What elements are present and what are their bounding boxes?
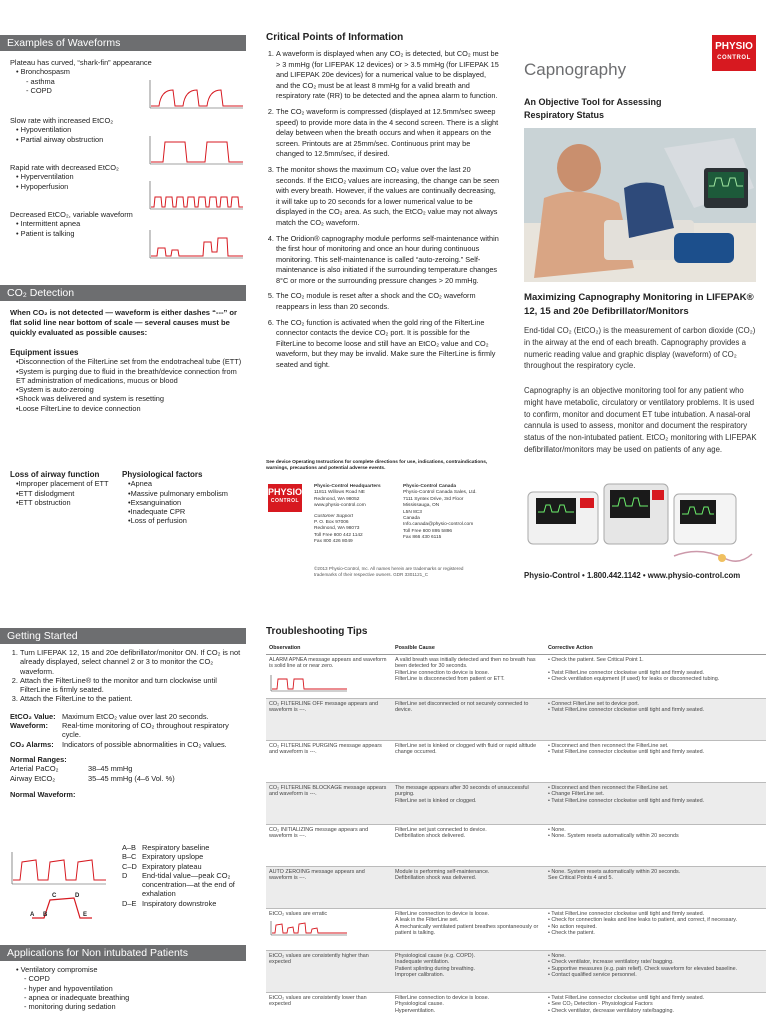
legend-row — [122, 843, 250, 852]
getting-started-header: Getting Started — [0, 628, 246, 644]
cell-observation — [266, 654, 392, 698]
cell-observation: CO₂ FILTERLINE BLOCKAGE message appears and waveform is ---. — [266, 782, 392, 824]
example-item: • Partial airway obstruction — [16, 134, 104, 144]
applications-header: Applications for Non intubated Patients — [0, 945, 246, 961]
definition — [10, 721, 242, 740]
cell-action: • Twist FilterLine connector clockwise until tight and firmly seated. • See CO₂ Detection - Physiological Factors • Check ventilator, decrease ventilatory rate/bagging. — [545, 992, 766, 1016]
equipment-title: Equipment issues — [10, 348, 79, 357]
hq-line: Toll Free 800 442 1142 — [314, 532, 363, 538]
physio-block — [122, 470, 237, 526]
cell-cause: FilterLine connection to device is loose. Physiological cause. Hyperventilation. — [392, 992, 545, 1016]
hq-line: P. O. Box 97006 — [314, 520, 349, 526]
critical-point: 6. The CO₂ function is activated when the gold ring of the FilterLine connector contacts the device CO₂ port. It is possible for the FilterLine to become loose and still have an EtCO₂ value and CO₂ waveform, but they may be invalid. Make sure the FilterLine is firmly seated and tight. — [276, 318, 500, 371]
logo-line1: PHYSIO — [715, 41, 753, 52]
cell-action: • None. • None. System resets automatically within 20 seconds — [545, 824, 766, 866]
waveform-legend — [122, 843, 250, 908]
normal-range-row — [10, 774, 242, 783]
applications-list — [16, 965, 241, 1011]
physio-control-logo — [712, 35, 756, 71]
cell-cause: FilterLine connection to device is loose. A leak in the FilterLine set. A mechanically ventilated patient breathes spontaneously or patient is talking. — [392, 908, 545, 950]
cell-text: EtCO₂ values are erratic — [269, 910, 328, 917]
legend-row — [122, 899, 250, 908]
cell-action: • None. System resets automatically within 20 seconds. See Critical Points 4 and 5. — [545, 866, 766, 908]
physio-item: • Massive pulmonary embolism — [128, 489, 237, 498]
ca-line: Mississauga, ON — [403, 503, 440, 509]
cell-action: • Check the patient. See Critical Point 1. • Twist FilterLine connector clockwise until tight and firmly seated. • Check ventilation equipment (if used) for leaks or disconnected tubing. — [545, 654, 766, 698]
headquarters-address — [314, 484, 399, 546]
legend-key: C–D — [122, 861, 137, 871]
document-subtitle: An Objective Tool for Assessing Respiratory Status — [524, 97, 662, 120]
hq-line: Fax 800 426 8049 — [314, 539, 353, 545]
example-title: Decreased EtCO₂, variable waveform — [10, 210, 133, 219]
physio-title: Physiological factors — [122, 470, 203, 479]
airway-item: • ETT obstruction — [16, 498, 122, 507]
application-item: - apnea or inadequate breathing — [24, 992, 130, 1002]
erratic-waveform — [269, 919, 349, 937]
logo-line2: CONTROL — [270, 498, 300, 504]
normal-waveform-diagram — [28, 892, 108, 926]
wave-label-c: C — [52, 893, 57, 899]
cell-observation: CO₂ FILTERLINE PURGING message appears and waveform is ---. — [266, 740, 392, 782]
table-row — [266, 654, 766, 698]
legend-value: End-tidal value—peak CO₂ concentration—at the end of exhalation — [142, 870, 235, 899]
hq-line: Customer Support — [314, 513, 353, 519]
airway-title: Loss of airway function — [10, 470, 100, 479]
critical-point: 4. The Oridion® capnography module performs self-maintenance within the first hour of monitoring and once an hour during continuous monitoring. This self-maintenance is called “auto-zeroing.” Self-maintenance is also initiated if the surrounding temperature changes 8°C or more or the surrounding pressure changes > 20 mmHg. — [276, 234, 500, 287]
critical-point: 1. A waveform is displayed when any CO₂ is detected, but CO₂ must be > 3 mmHg (for LIFEPAK 12 devices) or > 3.5 mmHg (for LIFEPAK 15 and LIFEPAK 20e devices) for a numerical value to be displayed, and the CO₂ must be at least 8 mmHg for a valid breath and respiratory rate (RR) to be detected and the apnea alarm to function. — [276, 49, 500, 102]
critical-point: 2. The CO₂ waveform is compressed (displayed at 12.5mm/sec sweep speed) to provide more data in the 4 second screen. There is a slight delay between when the breath occurs and when it appears on the screen. Printouts are at 25mm/sec. Continuous print may be changed to 12.5mm/sec, if desired. — [276, 107, 500, 160]
range-label: Airway EtCO₂ — [10, 773, 56, 783]
shark-fin-waveform — [145, 78, 245, 110]
example-item: • Intermittent apnea — [16, 219, 81, 229]
paramedic-photo — [524, 128, 756, 282]
example-item: • Bronchospasm — [16, 67, 70, 77]
example-4 — [10, 210, 245, 238]
table-header-row — [266, 643, 766, 654]
equipment-item: • Loose FilterLine to device connection — [16, 404, 242, 413]
cell-cause: The message appears after 30 seconds of unsuccessful purging. FilterLine set is kinked or clogged. — [392, 782, 545, 824]
application-item: - COPD — [24, 974, 50, 984]
table-row — [266, 992, 766, 1016]
hq-line: www.physio-control.com — [314, 503, 366, 509]
example-item: • Hypoventilation — [16, 125, 72, 135]
cell-cause: Module is performing self-maintenance. Defibrillation shock was delivered. — [392, 866, 545, 908]
logo-line1: PHYSIO — [268, 487, 303, 497]
definitions — [10, 712, 242, 749]
example-2 — [10, 116, 245, 144]
getting-started-steps — [10, 648, 242, 704]
canada-address — [403, 484, 501, 542]
legend-key: B–C — [122, 852, 137, 862]
troubleshooting-title: Troubleshooting Tips — [266, 626, 368, 637]
critical-title: Critical Points of Information — [266, 32, 404, 43]
application-item: - hyper and hypoventilation — [24, 983, 113, 993]
airway-item: • Improper placement of ETT — [16, 479, 122, 488]
physio-item: • Loss of perfusion — [128, 516, 237, 525]
cell-cause: FilterLine set is kinked or clogged with fluid or rapid altitude change occurred. — [392, 740, 545, 782]
normal-ranges-title: Normal Ranges: — [10, 754, 67, 764]
troubleshooting-table — [266, 643, 766, 1016]
physio-list — [122, 479, 237, 525]
ca-title: Physio-Control Canada — [403, 484, 457, 489]
equipment-item: • System is purging due to fluid in the breath/device connection from ET administration of medications, mucus or blood — [16, 367, 242, 386]
col-header: Possible Cause — [392, 643, 545, 654]
slow-rate-waveform — [145, 134, 245, 166]
cell-action: • Connect FilterLine set to device port. • Twist FilterLine connector clockwise until tight and firmly seated. — [545, 698, 766, 740]
cell-observation: EtCO₂ values are consistently lower than expected — [266, 992, 392, 1016]
cell-action: • Twist FilterLine connector clockwise until tight and firmly seated. • Check for connection leaks and line leaks to patient, and correct, if necessary. • No action required. • Check the patient. — [545, 908, 766, 950]
ca-line: L5N 8C3 — [403, 509, 422, 515]
footer-contact: Physio-Control • 1.800.442.1142 • www.physio-control.com — [524, 571, 741, 580]
wave-label-e: E — [83, 912, 88, 918]
step: 3. Attach the FilterLine to the patient. — [20, 694, 242, 703]
table-row — [266, 740, 766, 782]
physio-item: • Exsanguination — [128, 498, 237, 507]
definition — [10, 712, 242, 721]
example-item: • Hyperventilation — [16, 172, 74, 182]
cell-action: • None. • Check ventilator, increase ventilatory rate/ bagging. • Supportive measures (e.g. pain relief). Check waveform for elevated baseline. • Contact qualified service personnel. — [545, 950, 766, 992]
step: 2. Attach the FilterLine® to the monitor and turn clockwise until FilterLine is firmly seated. — [20, 676, 242, 695]
example-item: - asthma — [26, 76, 55, 86]
def-term: CO₂ Alarms: — [10, 739, 54, 749]
cell-cause: FilterLine set just connected to device. Defibrillation shock delivered. — [392, 824, 545, 866]
legend-key: D — [122, 870, 128, 880]
apnea-waveform — [269, 673, 349, 693]
see-instructions-note: See device Operating Instructions for complete directions for use, indications, contraindications, warnings, precautions and potential adverse events. — [266, 460, 488, 471]
ca-line: Canada — [403, 516, 420, 522]
cell-cause: Physiological cause (e.g. COPD). Inadequate ventilation. Patient splinting during breathing. Improper calibration. — [392, 950, 545, 992]
critical-point: 5. The CO₂ module is reset after a shock and the CO₂ waveform reappears in less than 20 seconds. — [276, 291, 500, 312]
troubleshooting-table-wrap — [266, 643, 766, 1024]
range-value: 35–45 mmHg (4–6 Vol. %) — [88, 773, 175, 783]
def-desc: Maximum EtCO₂ value over last 20 seconds. — [62, 711, 209, 721]
legend-key: D–E — [122, 898, 137, 908]
legend-key: A–B — [122, 843, 136, 852]
application-item: - monitoring during sedation — [24, 1002, 116, 1012]
getting-started-section — [10, 648, 242, 799]
table-row — [266, 950, 766, 992]
airway-list — [10, 479, 122, 507]
legend-row — [122, 862, 250, 871]
ca-line: Toll Free 800 895 5896 — [403, 528, 453, 534]
example-3 — [10, 163, 245, 191]
legend-row — [122, 852, 250, 861]
table-row — [266, 782, 766, 824]
col-header: Corrective Action — [545, 643, 766, 654]
equipment-list — [10, 357, 242, 413]
hq-line: Redmond, WA 98052 — [314, 496, 360, 502]
critical-points-list — [264, 49, 500, 371]
legend-row — [122, 871, 250, 899]
example-title: Rapid rate with decreased EtCO₂ — [10, 163, 119, 172]
legend-value: Expiratory plateau — [142, 861, 202, 871]
def-desc: Indicators of possible abnormalities in CO₂ values. — [62, 739, 227, 749]
photo-illustration — [524, 128, 756, 282]
rapid-rate-waveform — [145, 179, 245, 211]
hq-title: Physio-Control Headquarters — [314, 484, 381, 489]
intro-paragraph-2: Capnography is an objective monitoring tool for any patient who might have metabolic, circulatory or ventilatory problems. It is used to confirm, monitor and document ET tube intubation. A nasal-oral cannula is used to assess, monitor and document the respiratory status of the non-intubated patient. EtCO₂ monitoring with LIFEPAK defibrillator/monitors may be used on patients of any age. — [524, 386, 757, 454]
wave-label-b: B — [43, 912, 48, 918]
copyright: ©2013 Physio-Control, Inc. All names herein are trademarks or registered trademarks of their respective owners. GDR 3301121_C — [314, 566, 464, 577]
example-item: • Patient is talking — [16, 228, 75, 238]
legend-value: Inspiratory downstroke — [142, 898, 217, 908]
range-label: Arterial PaCO₂ — [10, 764, 59, 774]
logo-line2: CONTROL — [717, 55, 751, 61]
example-item: • Hypoperfusion — [16, 181, 69, 191]
table-row — [266, 908, 766, 950]
cell-observation: CO₂ FILTERLINE OFF message appears and waveform is ---. — [266, 698, 392, 740]
cell-observation: CO₂ INITIALIZING message appears and waveform is ---. — [266, 824, 392, 866]
ca-line: Fax 866 430 6115 — [403, 535, 442, 541]
def-desc: Real-time monitoring of CO₂ throughout respiratory cycle. — [62, 721, 229, 740]
physio-item: • Inadequate CPR — [128, 507, 237, 516]
table-row — [266, 698, 766, 740]
cell-observation — [266, 908, 392, 950]
cell-cause: A valid breath was initially detected and then no breath has been detected for 30 seconds. FilterLine connection to device is loose. FilterLine is disconnected from patient or ETT. — [392, 654, 545, 698]
normal-waveform-graph — [8, 850, 108, 886]
critical-points — [264, 49, 500, 376]
example-title: Slow rate with increased EtCO₂ — [10, 116, 114, 125]
step: 1. Turn LIFEPAK 12, 15 and 20e defibrillator/monitor ON. If CO₂ is not already displayed, select channel 2 or 3 to monitor the CO₂ waveform. — [20, 648, 242, 676]
normal-range-row — [10, 764, 242, 773]
cell-observation: AUTO ZEROING message appears and waveform is ---. — [266, 866, 392, 908]
definition — [10, 740, 242, 749]
hq-line: Redmond, WA 98073 — [314, 526, 360, 532]
equipment-item: • Shock was delivered and system is resetting — [16, 394, 242, 403]
critical-point: 3. The monitor shows the maximum CO₂ value over the last 20 seconds. If the EtCO₂ values are increasing, the change can be seen with every breath. However, if the values are continually decreasing, it will take up to 20 seconds for a lower numerical value to be displayed in the CO₂ area. As such, the EtCO₂ value may not always match the CO₂ waveform. — [276, 165, 500, 229]
example-1 — [10, 58, 245, 95]
detection-intro: When CO₂ is not detected — waveform is either dashes “---” or flat solid line near bottom of scale — several causes must be quickly evaluated as possible causes: — [10, 308, 238, 337]
range-value: 38–45 mmHg — [88, 764, 133, 774]
def-term: Waveform: — [10, 721, 48, 731]
co2-detection-section — [10, 308, 242, 526]
section-title: Maximizing Capnography Monitoring in LIFEPAK® 12, 15 and 20e Defibrillator/Monitors — [524, 292, 754, 317]
application-item: • Ventilatory compromise — [16, 965, 98, 974]
hq-line: 11811 Willows Road NE — [314, 490, 366, 496]
table-row — [266, 824, 766, 866]
normal-waveform-title: Normal Waveform: — [10, 789, 76, 799]
cell-action: • Disconnect and then reconnect the FilterLine set. • Change FilterLine set. • Twist FilterLine connector clockwise until tight and firmly seated. — [545, 782, 766, 824]
physio-item: • Apnea — [128, 479, 237, 488]
ca-line: Info.canada@physio-control.com — [403, 522, 474, 528]
intro-paragraph-1: End-tidal CO₂ (EtCO₂) is the measurement of carbon dioxide (CO₂) in the airway at the end of each breath. Capnography provides a numeric reading value and graphic display (waveform) of CO₂ throughout the respiratory cycle. — [524, 326, 756, 371]
cell-cause: FilterLine set disconnected or not securely connected to device. — [392, 698, 545, 740]
airway-block — [10, 470, 122, 507]
ca-line: Physio-Control Canada Sales, Ltd. — [403, 490, 477, 496]
wave-label-d: D — [75, 893, 80, 899]
examples-header: Examples of Waveforms — [0, 35, 246, 51]
document-title: Capnography — [524, 60, 627, 79]
wave-label-a: A — [30, 912, 35, 918]
cell-text: ALARM APNEA message appears and waveform is solid line at or near zero. — [269, 656, 387, 670]
cell-observation: EtCO₂ values are consistently higher than expected — [266, 950, 392, 992]
legend-value: Expiratory upslope — [142, 852, 204, 862]
table-row — [266, 866, 766, 908]
cell-action: • Disconnect and then reconnect the FilterLine set. • Twist FilterLine connector clockwise until tight and firmly seated. — [545, 740, 766, 782]
devices-illustration — [524, 478, 756, 568]
variable-waveform — [145, 228, 245, 260]
lifepak-devices-image — [524, 478, 756, 568]
example-title: Plateau has curved, “shark-fin” appearance — [10, 58, 152, 67]
legend-value: Respiratory baseline — [142, 843, 210, 852]
equipment-item: • Disconnection of the FilterLine set from the endotracheal tube (ETT) — [16, 357, 242, 366]
airway-item: • ETT dislodgment — [16, 489, 122, 498]
col-header: Observation — [266, 643, 392, 654]
ca-line: 7111 Syntex Drive, 3rd Floor — [403, 496, 464, 502]
co2-detection-header: CO₂ Detection — [0, 285, 246, 301]
example-item: - COPD — [26, 85, 52, 95]
equipment-item: • System is auto-zeroing — [16, 385, 242, 394]
physio-control-logo-small — [268, 484, 302, 512]
def-term: EtCO₂ Value: — [10, 711, 56, 721]
